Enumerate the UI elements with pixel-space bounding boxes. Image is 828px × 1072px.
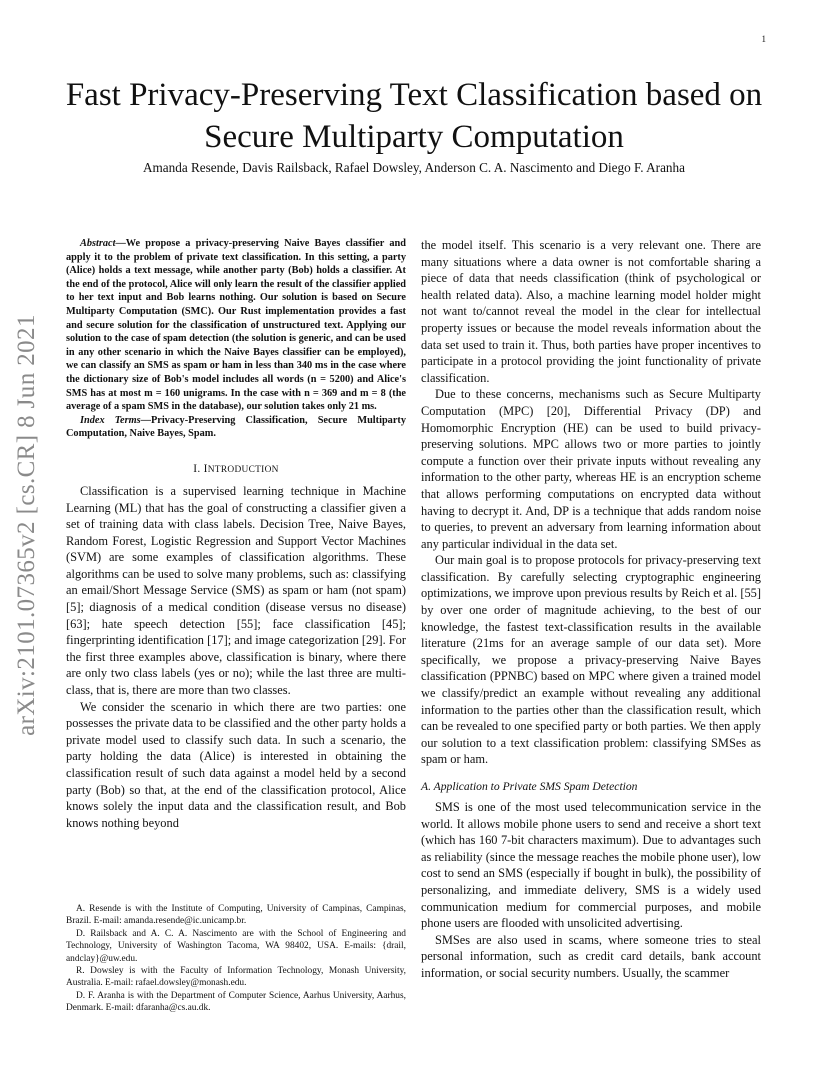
right-column — [421, 237, 761, 982]
footnotes — [66, 903, 406, 1015]
body-paragraph: SMSes are also used in scams, where someone tries to steal personal information, such as credit card details, bank account information, or social security numbers. Usually, the scammer — [421, 932, 761, 980]
index-terms-label: Index Terms — [80, 414, 141, 426]
index-terms-text: —Privacy-Preserving Classification, Secure Multiparty Computation, Naive Bayes, Spam. — [66, 414, 406, 440]
body-paragraph: SMS is one of the most used telecommunication service in the world. It allows mobile phone users to send and receive a short text (which has 160 7-bit characters maximum). Due to advantages such as reliability (since the message reaches the mobile phone user), low cost to send an SMS (especially if bought in bulk), the possibility of personalizing, and immediate delivery, SMS is a widely used communication medium for commercial purposes, and mobile phone users are flooded with unsolicited advertising. — [421, 800, 761, 931]
intro-paragraph: Classification is a supervised learning technique in Machine Learning (ML) that has the goal of constructing a classifier given a set of training data with class labels. Decision Tree, Naive Bayes, Random Forest, Logistic Regression and Support Vector Machines (SVM) are some examples of classification algorithms. These algorithms can be used to solve many problems, such as: classifying an email/Short Message Service (SMS) as spam or ham (not spam) [5]; diagnosis of a medical condition (disease versus no disease) [63]; hate speech detection [55]; face classification [45]; fingerprinting identification [17]; and image categorization [29]. For the first three examples above, classification is binary, where there are only two class labels (yes or no); while the last three are multi-class, that is, there are more than two classes. — [66, 483, 406, 698]
paper-title: Fast Privacy-Preserving Text Classification based on Secure Multiparty Computation — [65, 77, 763, 156]
arxiv-stamp — [2, 300, 52, 750]
abstract-text: —We propose a privacy-preserving Naive Bayes classifier and apply it to the problem of private text classification. In this setting, a party (Alice) holds a text message, while another party (Bob) holds a classifier. At the end of the protocol, Alice will only learn the result of the classifier applied to her text input and Bob learns nothing. Our solution is based on Secure Multiparty Computation (SMC). Our Rust implementation provides a fast and secure solution for the classification of unstructured text. Applying our solution to the case of spam detection (the solution is generic, and can be used in any other scenario in which the Naive Bayes classifier can be employed), we can classify an SMS as spam or ham in less than 340 ms in the case where the dictionary size of Bob's model includes all words (n = 5200) and Alice's SMS has at most m = 160 unigrams. In the case with n = 369 and m = 8 (the average of a spam SMS in the database), our solution takes only 21 ms. — [66, 238, 406, 413]
body-paragraph: Our main goal is to propose protocols for privacy-preserving text classification. By carefully selecting cryptographic engineering optimizations, we improve upon previous results by Reich et al. [55] by over one order of magnitude achieving, to the best of our knowledge, the fastest text-classification results in the available literature (21ms for an average sample of our data set). More specifically, we propose a privacy-preserving Naive Bayes classification (PPNBC) based on MPC where given a trained model we classify/predict an example without revealing any additional information to the parties other than the classification result, which can be revealed to one specified party or both parties. We then apply our solution to a text classification problem: classifying SMSes as spam or ham. — [421, 553, 761, 767]
body-paragraph: Due to these concerns, mechanisms such as Secure Multiparty Computation (MPC) [20], Differential Privacy (DP) and Homomorphic Encryption (HE) can be used to build privacy-preserving solutions. MPC allows two or more parties to jointly compute a function over their private inputs without revealing any information to the other party, whereas HE is an encryption scheme that allows performing computations on encrypted data without having to decrypt it. And, DP is a technique that adds random noise to queries, to prevent an adversary from learning information about any particular individual in the data set. — [421, 387, 761, 551]
abstract — [66, 237, 406, 414]
section-heading-introduction: I. INTRODUCTION — [193, 462, 279, 475]
footnote: R. Dowsley is with the Faculty of Information Technology, Monash University, Australia. E-mail: rafael.dowsley@monash.edu. — [66, 966, 406, 989]
subsection-heading-sms-spam: A. Application to Private SMS Spam Detection — [421, 780, 638, 793]
index-terms — [66, 414, 406, 441]
abstract-label: Abstract — [80, 238, 116, 249]
page-number: 1 — [761, 34, 766, 44]
body-paragraph: the model itself. This scenario is a very relevant one. There are many situations where a data owner is not comfortable sharing a piece of data that needs classification (think of psychological or health related data). Also, a machine learning model holder might not want to/cannot reveal the model in the clear for intellectual property issues or because the model reveals information about the data set used to train it. Thus, both parties have proper incentives to participate in a protocol providing the joint functionality of private classification. — [421, 238, 761, 385]
author-list: Amanda Resende, Davis Railsback, Rafael Dowsley, Anderson C. A. Nascimento and Diego F. Aranha — [143, 160, 685, 175]
footnote: D. F. Aranha is with the Department of Computer Science, Aarhus University, Aarhus, Denmark. E-mail: dfaranha@cs.au.dk. — [66, 990, 406, 1014]
footnote: A. Resende is with the Institute of Computing, University of Campinas, Campinas, Brazil. E-mail: amanda.resende@ic.unicamp.br. — [66, 904, 406, 927]
intro-paragraph: We consider the scenario in which there are two parties: one possesses the private data to be classified and the other party holds a private model used to classify such data. In such a scenario, the party holding the data (Alice) is interested in obtaining the classification result of such data against a model held by a second party (Bob) so that, at the end of the classification protocol, Alice knows solely the input data and the classification result, and Bob knows nothing beyond — [66, 699, 406, 830]
footnote: D. Railsback and A. C. A. Nascimento are with the School of Engineering and Technology, University of Washington Tacoma, WA 98402, USA. E-mails: {drail, andclay}@uw.edu. — [66, 928, 406, 964]
left-column — [66, 237, 406, 831]
arxiv-stamp-text: arXiv:2101.07365v2 [cs.CR] 8 Jun 2021 — [13, 314, 40, 736]
